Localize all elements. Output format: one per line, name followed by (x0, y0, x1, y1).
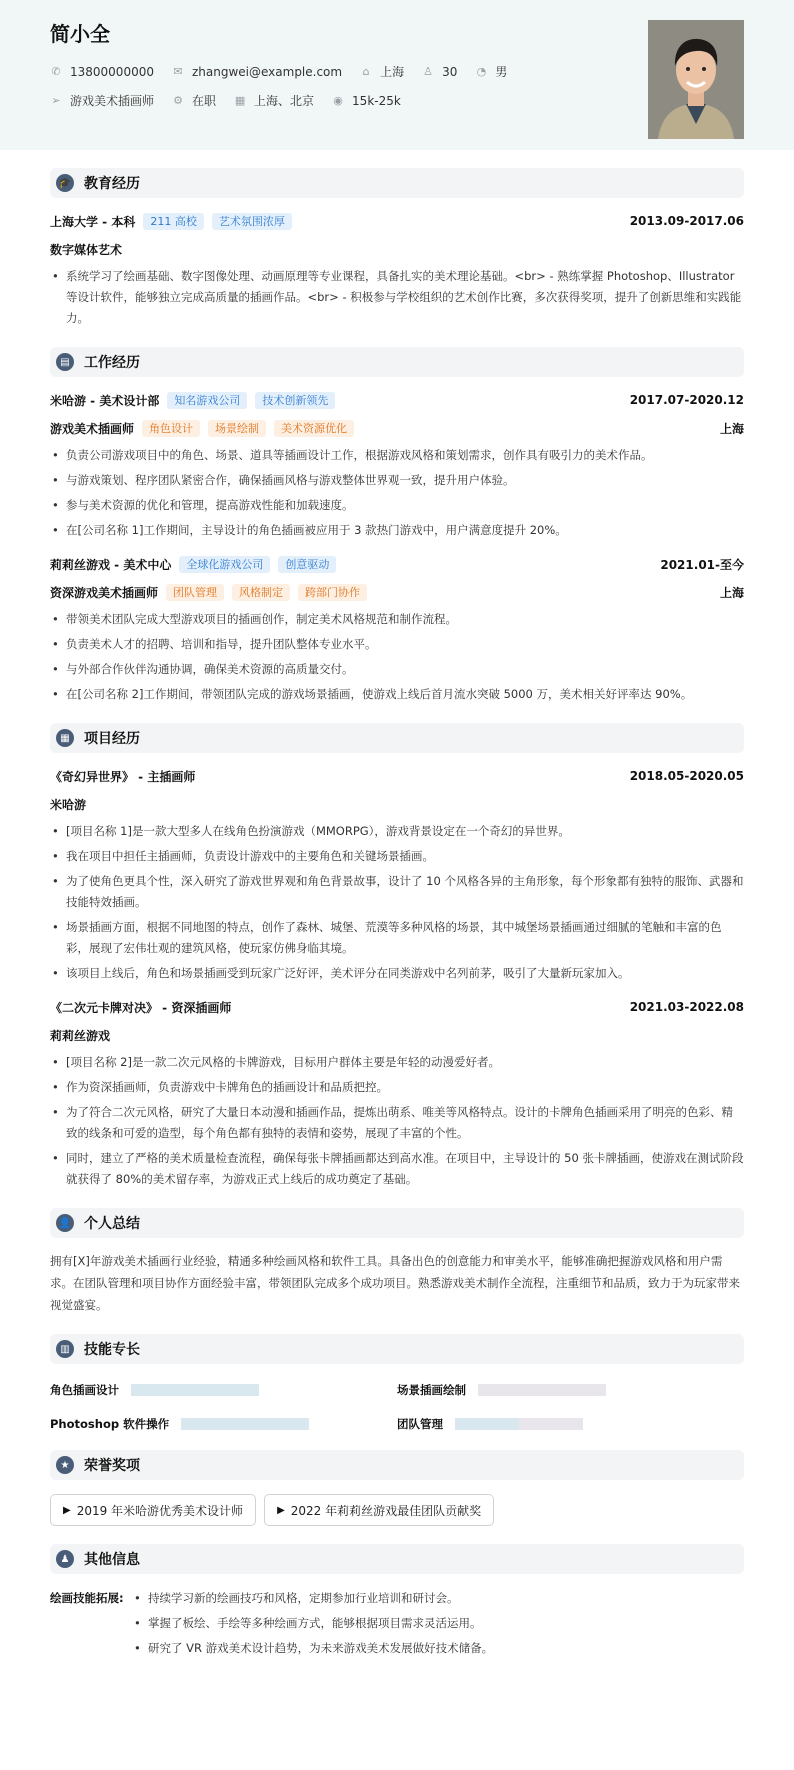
role-tag: 团队管理 (166, 584, 224, 601)
school-tag: 艺术氛围浓厚 (212, 213, 292, 230)
school-tag: 211 高校 (143, 213, 204, 230)
skill-name: 场景插画绘制 (397, 1383, 466, 1397)
skill-item (50, 1416, 397, 1432)
skill-item (397, 1416, 744, 1432)
awards-section-title: ★ 荣誉奖项 (50, 1450, 744, 1480)
phone-icon: ✆ (51, 65, 61, 78)
age-icon: ♙ (423, 65, 434, 78)
email-text: zhangwei@example.com (191, 64, 343, 79)
age-text: 30 (442, 64, 458, 79)
awards-list (50, 1494, 744, 1526)
list-item: • 在[公司名称 2]工作期间，带领团队完成的游戏场景插画，使游戏上线后首月流水突破 5000 万，美术相关好评率达 90%。 (50, 684, 744, 705)
graduation-cap-icon: 🎓 (56, 174, 74, 192)
list-item: • 该项目上线后，角色和场景插画受到玩家广泛好评，美术评分在同类游戏中名列前茅，吸引了大量新玩家加入。 (50, 963, 744, 984)
role-tag: 角色设计 (142, 420, 200, 437)
award-item[interactable] (264, 1494, 494, 1526)
education-entry (50, 212, 744, 329)
list-item: • 在[公司名称 1]工作期间，主导设计的角色插画被应用于 3 款热门游戏中，用户满意度提升 20%。 (50, 520, 744, 541)
project-name: 《奇幻异世界》 - 主插画师 (50, 769, 196, 784)
list-item: • 带领美术团队完成大型游戏项目的插画创作，制定美术风格规范和制作流程。 (50, 609, 744, 630)
send-icon: ➢ (51, 94, 61, 107)
skill-name: 团队管理 (397, 1417, 443, 1431)
list-item: • 参与美术资源的优化和管理，提高游戏性能和加载速度。 (50, 495, 744, 516)
list-item: • 负责公司游戏项目中的角色、场景、道具等插画设计工作，根据游戏风格和策划需求，创作具有吸引力的美术作品。 (50, 445, 744, 466)
project-company: 米哈游 (50, 797, 87, 812)
company-name: 莉莉丝游戏 - 美术中心 (50, 557, 172, 572)
company-tag: 创意驱动 (278, 556, 336, 573)
skill-level-fill (455, 1418, 519, 1430)
coin-icon: ◉ (333, 94, 343, 107)
location-text: 上海 (380, 65, 405, 79)
bar-chart-icon: ▥ (56, 1340, 74, 1358)
skill-level-bar (478, 1384, 606, 1396)
list-item: • 系统学习了绘画基础、数字图像处理、动画原理等专业课程，具备扎实的美术理论基础。<br> - 熟练掌握 Photoshop、Illustrator 等设计软件，能够独立完成高质量的插画作品。<br> - 积极参与学校组织的艺术创作比赛，多次获得奖项，提升了创新思维和实践能力。 (50, 266, 744, 329)
role-tag: 跨部门协作 (298, 584, 367, 601)
company-tag: 全球化游戏公司 (179, 556, 270, 573)
triangle-right-icon: ▶ (277, 1504, 285, 1516)
education-date: 2013.09-2017.06 (629, 214, 744, 228)
project-company: 莉莉丝游戏 (50, 1028, 111, 1043)
work-entry (50, 555, 744, 705)
other-section-title: ♟ 其他信息 (50, 1544, 744, 1574)
briefcase-icon: ▤ (56, 353, 74, 371)
work-date: 2017.07-2020.12 (629, 393, 744, 407)
list-item: • 同时，建立了严格的美术质量检查流程，确保每张卡牌插画都达到高水准。在项目中，主导设计的 50 张卡牌插画，使游戏在测试阶段就获得了 80%的美术留存率，为游戏正式上线后的成功奠定了基础。 (50, 1148, 744, 1190)
award-item[interactable] (50, 1494, 256, 1526)
skill-name: Photoshop 软件操作 (50, 1417, 170, 1431)
profile-photo (648, 20, 744, 139)
award-label: 2019 年米哈游优秀美术设计师 (76, 1503, 244, 1518)
projects-section-title: ▦ 项目经历 (50, 723, 744, 753)
person-icon: ♟ (56, 1550, 74, 1568)
major-name: 数字媒体艺术 (50, 242, 123, 257)
list-item: • 为了使角色更具个性，深入研究了游戏世界观和角色背景故事，设计了 10 个风格各异的主角形象，每个形象都有独特的服饰、武器和技能特效插画。 (50, 871, 744, 913)
mail-icon: ✉ (173, 65, 183, 78)
project-date: 2018.05-2020.05 (629, 769, 744, 783)
resume-body (0, 168, 794, 1663)
other-bullets (132, 1588, 744, 1663)
work-section-title: ▤ 工作经历 (50, 347, 744, 377)
work-date: 2021.01-至今 (660, 557, 744, 572)
phone-text: 13800000000 (70, 64, 154, 79)
position-text: 游戏美术插画师 (70, 94, 155, 108)
project-entry (50, 998, 744, 1190)
list-item: • 持续学习新的绘画技巧和风格，定期参加行业培训和研讨会。 (132, 1588, 744, 1609)
list-item: • 为了符合二次元风格，研究了大量日本动漫和插画作品，提炼出萌系、唯美等风格特点。设计的卡牌角色插画采用了明亮的色彩、精致的线条和可爱的造型，每个角色都有独特的表情和姿势，展现了丰富的个性。 (50, 1102, 744, 1144)
work-entry (50, 391, 744, 541)
user-icon: 👤 (56, 1214, 74, 1232)
skill-level-fill (181, 1418, 309, 1430)
company-tag: 技术创新领先 (255, 392, 335, 409)
candidate-name: 简小全 (50, 22, 110, 46)
company-tag: 知名游戏公司 (167, 392, 247, 409)
list-item: • [项目名称 1]是一款大型多人在线角色扮演游戏（MMORPG），游戏背景设定在一个奇幻的异世界。 (50, 821, 744, 842)
resume-header (0, 0, 794, 150)
triangle-right-icon: ▶ (63, 1504, 71, 1516)
project-date: 2021.03-2022.08 (629, 1000, 744, 1014)
gender-icon: ◔ (476, 65, 487, 78)
skill-level-bar (455, 1418, 583, 1430)
other-info (50, 1588, 744, 1663)
skill-level-bar (131, 1384, 259, 1396)
company-name: 米哈游 - 美术设计部 (50, 393, 160, 408)
skills-section-title: ▥ 技能专长 (50, 1334, 744, 1364)
skill-item (50, 1382, 397, 1398)
skill-item (397, 1382, 744, 1398)
project-bullets (50, 1052, 744, 1190)
work-bullets (50, 609, 744, 705)
award-icon: ★ (56, 1456, 74, 1474)
education-bullets (50, 266, 744, 329)
contact-row (50, 63, 744, 80)
other-label: 绘画技能拓展: (50, 1591, 124, 1605)
building-icon: ▦ (234, 94, 246, 107)
education-section-title: 🎓 教育经历 (50, 168, 744, 198)
gear-icon: ⚙ (173, 94, 183, 107)
role-tag: 美术资源优化 (274, 420, 354, 437)
job-intent-row (50, 92, 744, 109)
list-item: • 掌握了板绘、手绘等多种绘画方式，能够根据项目需求灵活运用。 (132, 1613, 744, 1634)
summary-section-title: 👤 个人总结 (50, 1208, 744, 1238)
work-bullets (50, 445, 744, 541)
project-bullets (50, 821, 744, 984)
skills-grid (50, 1382, 744, 1432)
project-entry (50, 767, 744, 984)
role-name: 游戏美术插画师 (50, 421, 135, 436)
role-tag: 风格制定 (232, 584, 290, 601)
status-text: 在职 (192, 94, 217, 108)
work-city: 上海 (719, 421, 744, 436)
home-icon: ⌂ (362, 65, 370, 78)
skill-level-bar (181, 1418, 309, 1430)
role-tag: 场景绘制 (208, 420, 266, 437)
work-city: 上海 (719, 585, 744, 600)
profile-photo-image (648, 20, 744, 139)
grid-icon: ▦ (56, 729, 74, 747)
list-item: • 作为资深插画师，负责游戏中卡牌角色的插画设计和品质把控。 (50, 1077, 744, 1098)
summary-text: 拥有[X]年游戏美术插画行业经验，精通多种绘画风格和软件工具。具备出色的创意能力和审美水平，能够准确把握游戏风格和用户需求。在团队管理和项目协作方面经验丰富，带领团队完成多个成功项目。熟悉游戏美术制作全流程，注重细节和品质，致力于为玩家带来视觉盛宴。 (50, 1254, 740, 1312)
school-name: 上海大学 - 本科 (50, 214, 136, 229)
salary-text: 15k-25k (352, 93, 401, 108)
list-item: • 场景插画方面，根据不同地图的特点，创作了森林、城堡、荒漠等多种风格的场景，其中城堡场景插画通过细腻的笔触和丰富的色彩，展现了宏伟壮观的建筑风格，使玩家仿佛身临其境。 (50, 917, 744, 959)
list-item: • 与游戏策划、程序团队紧密合作，确保插画风格与游戏整体世界观一致，提升用户体验。 (50, 470, 744, 491)
project-name: 《二次元卡牌对决》 - 资深插画师 (50, 1000, 232, 1015)
award-label: 2022 年莉莉丝游戏最佳团队贡献奖 (290, 1503, 482, 1518)
list-item: • 研究了 VR 游戏美术设计趋势，为未来游戏美术发展做好技术储备。 (132, 1638, 744, 1659)
list-item: • [项目名称 2]是一款二次元风格的卡牌游戏，目标用户群体主要是年轻的动漫爱好者。 (50, 1052, 744, 1073)
role-name: 资深游戏美术插画师 (50, 585, 159, 600)
skill-name: 角色插画设计 (50, 1383, 119, 1397)
list-item: • 与外部合作伙伴沟通协调，确保美术资源的高质量交付。 (50, 659, 744, 680)
gender-text: 男 (495, 65, 508, 79)
list-item: • 负责美术人才的招聘、培训和指导，提升团队整体专业水平。 (50, 634, 744, 655)
cities-text: 上海、北京 (254, 94, 315, 108)
list-item: • 我在项目中担任主插画师，负责设计游戏中的主要角色和关键场景插画。 (50, 846, 744, 867)
skill-level-fill (131, 1384, 259, 1396)
